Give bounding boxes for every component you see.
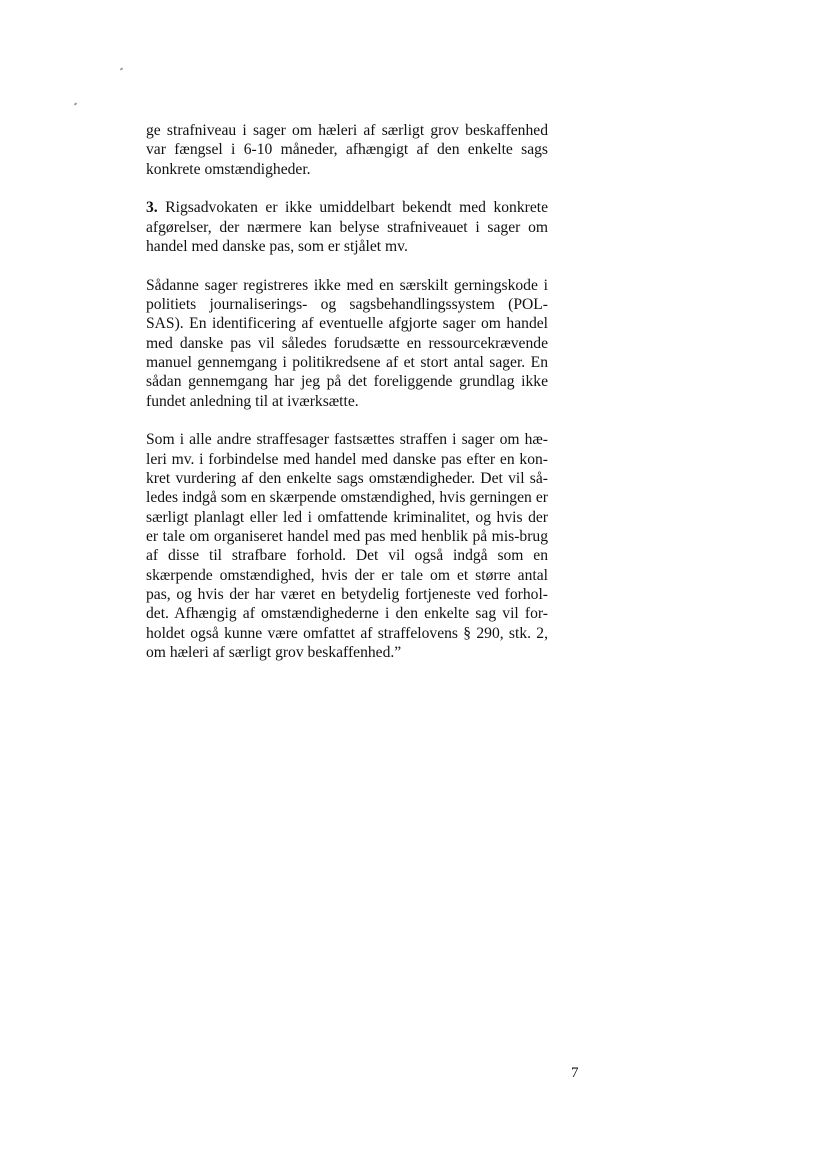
body-text [146,121,548,662]
paragraph-text: Som i alle andre straffesager fastsættes straffen i sager om hæ-leri mv. i forbindelse med handel med danske pas efter en kon-kret vurdering af den enkelte sags omstændigheder. Det vil så-ledes indgå som en skærpende omstændighed, hvis gerningen er særligt planlagt eller led i omfattende kriminalitet, og hvis der er tale om organiseret handel med pas med henblik på mis-brug af disse til strafbare forhold. Det vil også indgå som en skærpende omstændighed, hvis der er tale om et større antal pas, og hvis der har været en betydelig fortjeneste ved forhol-det. Afhængig af omstændighederne i den enkelte sag vil for-holdet også kunne være omfattet af straffelovens § 290, stk. 2, om hæleri af særligt grov beskaffenhed.” [146,431,548,662]
paragraph-section-3 [146,198,548,256]
paragraph-text: Rigsadvokaten er ikke umiddelbart bekendt med konkrete afgørelser, der nærmere kan belyse strafniveauet i sager om handel med danske pas, som er stjålet mv. [146,199,548,256]
paragraph [146,276,548,411]
page-number: 7 [571,1065,579,1081]
scan-speck [120,67,124,70]
paragraph-text: Sådanne sager registreres ikke med en særskilt gerningskode i politiets journaliserings- og sagsbehandlingssystem (POL-SAS). En identificering af eventuelle afgjorte sager om handel med danske pas vil således forudsætte en ressourcekrævende manuel gennemgang i politikredsene af et stort antal sager. En sådan gennemgang har jeg på det foreliggende grundlag ikke fundet anledning til at iværksætte. [146,276,548,410]
paragraph [146,121,548,179]
scan-speck [74,102,78,105]
paragraph [146,430,548,662]
paragraph-text: ge strafniveau i sager om hæleri af særligt grov beskaffenhed var fængsel i 6-10 måneder, afhængigt af den enkelte sags konkrete omstændigheder. [146,122,548,178]
section-number: 3. [146,199,158,217]
